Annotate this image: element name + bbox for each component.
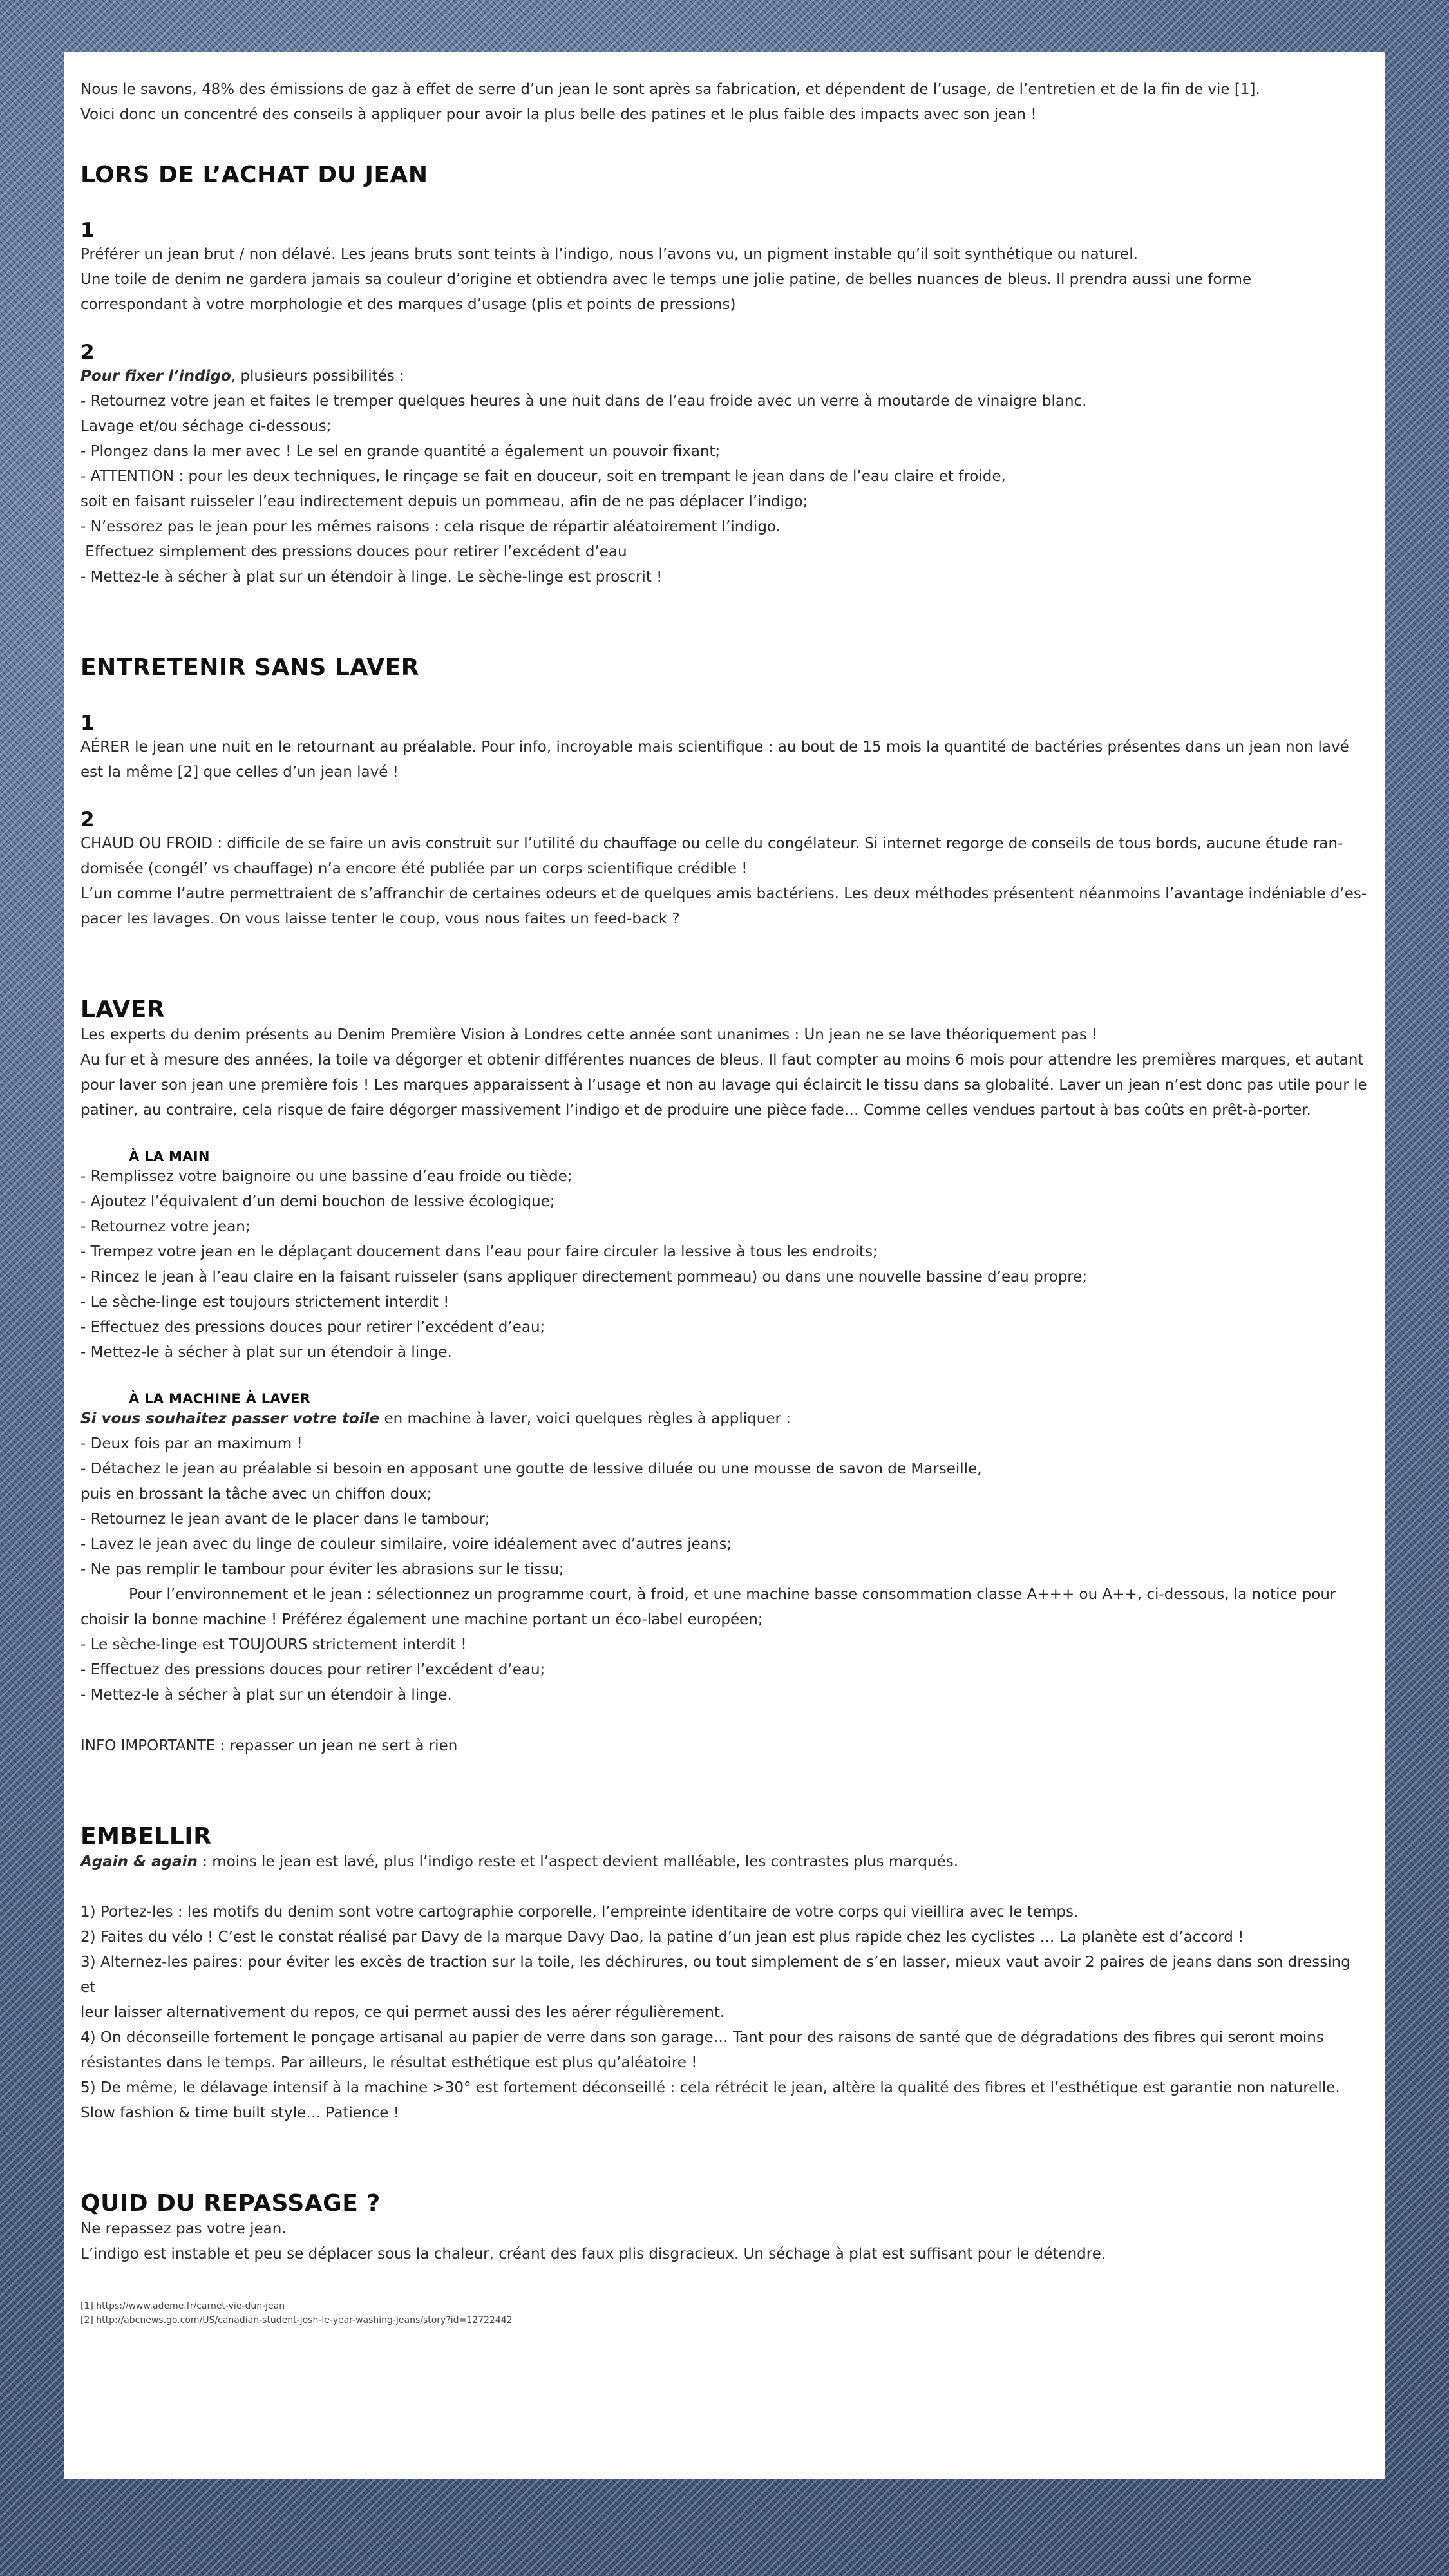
text: , plusieurs possibilités : bbox=[231, 368, 404, 384]
list-item: - Effectuez des pressions douces pour retirer l’excédent d’eau; bbox=[80, 1319, 545, 1336]
text-line: AÉRER le jean une nuit en le retournant au préalable. Pour info, incroyable mais scientifique : au bout de 15 mois la quantité de bactéries présentes dans un jean non lavé bbox=[80, 739, 1349, 755]
list-item: - Le sèche-linge est TOUJOURS strictement interdit ! bbox=[80, 1636, 467, 1653]
text-line bbox=[80, 1850, 1368, 1875]
text-line: pacer les lavages. On vous laisse tenter le coup, vous nous faites un feed-back ? bbox=[80, 911, 680, 927]
text-line: Une toile de denim ne gardera jamais sa couleur d’origine et obtiendra avec le temps une jolie patine, de belles nuances de bleus. Il prendra aussi une forme bbox=[80, 271, 1252, 288]
info-note: INFO IMPORTANTE : repasser un jean ne sert à rien bbox=[80, 1738, 458, 1754]
repassage-paragraph bbox=[80, 2217, 1368, 2267]
entretenir-paragraph-2 bbox=[80, 831, 1368, 932]
list-item: - Rincez le jean à l’eau claire en la faisant ruisseler (sans appliquer directement pommeau) ou dans une nouvelle bassine d’eau propre; bbox=[80, 1269, 1088, 1285]
list-item: - Retournez votre jean; bbox=[80, 1218, 251, 1235]
emphasis: Pour fixer l’indigo bbox=[80, 368, 231, 384]
text: : moins le jean est lavé, plus l’indigo reste et l’aspect devient malléable, les contrastes plus marqués. bbox=[197, 1853, 959, 1870]
text-line: domisée (congél’ vs chauffage) n’a encore été publiée par un corps scientifique crédible ! bbox=[80, 860, 748, 877]
list-item: 2) Faites du vélo ! C’est le constat réalisé par Davy de la marque Davy Dao, la patine d’un jean est plus rapide chez les cyclistes … La planète est d’accord ! bbox=[80, 1929, 1244, 1946]
text-line: L’indigo est instable et peu se déplacer sous la chaleur, créant des faux plis disgracieux. Un séchage à plat est suffisant pour le détendre. bbox=[80, 2246, 1106, 2262]
document-page bbox=[64, 52, 1385, 2479]
entretenir-paragraph-1 bbox=[80, 735, 1368, 785]
list-item: résistantes dans le temps. Par ailleurs, le résultat esthétique est plus qu’aléatoire ! bbox=[80, 2054, 697, 2071]
laver-main-list bbox=[80, 1164, 1368, 1365]
item-number: 2 bbox=[80, 341, 95, 364]
list-item: - Mettez-le à sécher à plat sur un étendoir à linge. bbox=[80, 1687, 452, 1703]
embellir-list bbox=[80, 1900, 1368, 2126]
list-item: - Lavez le jean avec du linge de couleur similaire, voire idéalement avec d’autres jeans; bbox=[80, 1536, 732, 1553]
text-line: pour laver son jean une première fois ! Les marques apparaissent à l’usage et non au lavage qui éclaircit le tissu dans sa globalité. Laver un jean n’est donc pas utile pour le bbox=[80, 1077, 1367, 1094]
list-item: choisir la bonne machine ! Préférez également une machine portant un éco-label européen; bbox=[80, 1611, 763, 1628]
emphasis: Si vous souhaitez passer votre toile bbox=[80, 1410, 380, 1427]
list-item: 1) Portez-les : les motifs du denim sont votre cartographie corporelle, l’empreinte identitaire de votre corps qui vieillira avec le temps. bbox=[80, 1904, 1079, 1920]
text-line: correspondant à votre morphologie et des marques d’usage (plis et points de pressions) bbox=[80, 296, 736, 313]
list-item: - Deux fois par an maximum ! bbox=[80, 1435, 303, 1452]
achat-paragraph-2 bbox=[80, 364, 1368, 590]
list-item: - Retournez le jean avant de le placer dans le tambour; bbox=[80, 1511, 490, 1528]
text-line: Préférer un jean brut / non délavé. Les jeans bruts sont teints à l’indigo, nous l’avons vu, un pigment instable qu’il soit synthétique ou naturel. bbox=[80, 246, 1138, 263]
subsection-title-main: À LA MAIN bbox=[129, 1149, 210, 1164]
text-line bbox=[80, 364, 1368, 389]
subsection-title-machine: À LA MACHINE À LAVER bbox=[129, 1391, 311, 1406]
list-item: - Ajoutez l’équivalent d’un demi bouchon de lessive écologique; bbox=[80, 1193, 555, 1210]
emphasis: Again & again bbox=[80, 1853, 198, 1870]
list-item: 3) Alternez-les paires: pour éviter les excès de traction sur la toile, les déchirures, ou tout simplement de s’en lasser, mieux vaut avoir 2 paires de jeans dans son dressing et bbox=[80, 1954, 1350, 1996]
section-title-laver: LAVER bbox=[80, 996, 166, 1023]
intro-line: Voici donc un concentré des conseils à appliquer pour avoir la plus belle des patines et le plus faible des impacts avec son jean ! bbox=[80, 106, 1037, 123]
reference-link[interactable]: [2] http://abcnews.go.com/US/canadian-student-josh-le-year-washing-jeans/story?id=12722442 bbox=[80, 2315, 513, 2325]
section-title-embellir: EMBELLIR bbox=[80, 1823, 212, 1850]
text-line: - ATTENTION : pour les deux techniques, le rinçage se fait en douceur, soit en trempant le jean dans de l’eau claire et froide, bbox=[80, 468, 1006, 485]
list-item: 5) De même, le délavage intensif à la machine >30° est fortement déconseillé : cela rétrécit le jean, altère la qualité des fibres et l’esthétique est garantie non naturelle. bbox=[80, 2079, 1340, 2096]
section-title-repassage: QUID DU REPASSAGE ? bbox=[80, 2190, 381, 2217]
list-item: - Trempez votre jean en le déplaçant doucement dans l’eau pour faire circuler la lessive à tous les endroits; bbox=[80, 1244, 878, 1260]
text-line: patiner, au contraire, cela risque de faire dégorger massivement l’indigo et de produire une pièce fade… Comme celles vendues partout à bas coûts en prêt-à-porter. bbox=[80, 1102, 1311, 1119]
text-line: Lavage et/ou séchage ci-dessous; bbox=[80, 418, 332, 435]
laver-intro bbox=[80, 1023, 1368, 1123]
text-line: Ne repassez pas votre jean. bbox=[80, 2221, 287, 2237]
text-line: - Mettez-le à sécher à plat sur un étendoir à linge. Le sèche-linge est proscrit ! bbox=[80, 569, 663, 585]
text-line: - N’essorez pas le jean pour les mêmes raisons : cela risque de répartir aléatoirement l’indigo. bbox=[80, 518, 781, 535]
text-line: - Plongez dans la mer avec ! Le sel en grande quantité a également un pouvoir fixant; bbox=[80, 443, 721, 460]
intro-line: Nous le savons, 48% des émissions de gaz à effet de serre d’un jean le sont après sa fabrication, et dépendent de l’usage, de l’entretien et de la fin de vie [1]. bbox=[80, 81, 1260, 98]
text: en machine à laver, voici quelques règles à appliquer : bbox=[379, 1410, 791, 1427]
text-line: est la même [2] que celles d’un jean lavé ! bbox=[80, 764, 399, 781]
text-line: Effectuez simplement des pressions douces pour retirer l’excédent d’eau bbox=[80, 544, 627, 560]
references bbox=[80, 2299, 1368, 2327]
item-number: 1 bbox=[80, 219, 95, 242]
list-item: - Effectuez des pressions douces pour retirer l’excédent d’eau; bbox=[80, 1662, 545, 1678]
intro-paragraph bbox=[80, 77, 1368, 128]
laver-machine-list bbox=[80, 1406, 1368, 1708]
text-line: Les experts du denim présents au Denim Première Vision à Londres cette année sont unanimes : Un jean ne se lave théoriquement pas ! bbox=[80, 1027, 1098, 1043]
section-title-achat: LORS DE L’ACHAT DU JEAN bbox=[80, 162, 428, 188]
text-line: - Retournez votre jean et faites le tremper quelques heures à une nuit dans de l’eau froide avec un verre à moutarde de vinaigre blanc. bbox=[80, 393, 1087, 410]
text-line bbox=[80, 1406, 1368, 1432]
list-item: 4) On déconseille fortement le ponçage artisanal au papier de verre dans son garage… Tant pour des raisons de santé que de dégradations des fibres qui seront moins bbox=[80, 2029, 1324, 2046]
list-item: - Détachez le jean au préalable si besoin en apposant une goutte de lessive diluée ou une mousse de savon de Marseille, bbox=[80, 1461, 982, 1477]
list-item: - Remplissez votre baignoire ou une bassine d’eau froide ou tiède; bbox=[80, 1168, 573, 1185]
list-item: Pour l’environnement et le jean : sélectionnez un programme court, à froid, et une machine basse consommation classe A+++ ou A++, ci-dessous, la notice pour bbox=[129, 1586, 1336, 1603]
item-number: 1 bbox=[80, 712, 95, 735]
section-title-entretenir: ENTRETENIR SANS LAVER bbox=[80, 654, 419, 681]
list-item: puis en brossant la tâche avec un chiffon doux; bbox=[80, 1486, 432, 1502]
list-item: Slow fashion & time built style… Patience ! bbox=[80, 2105, 399, 2121]
list-item: - Ne pas remplir le tambour pour éviter les abrasions sur le tissu; bbox=[80, 1561, 564, 1578]
text-line: CHAUD OU FROID : difficile de se faire un avis construit sur l’utilité du chauffage ou celle du congélateur. Si internet regorge de conseils de tous bords, aucune étude ran- bbox=[80, 835, 1343, 852]
text-line: L’un comme l’autre permettraient de s’affranchir de certaines odeurs et de quelques amis bactériens. Les deux méthodes présentent néanmoins l’avantage indéniable d’es- bbox=[80, 886, 1367, 902]
list-item: leur laisser alternativement du repos, ce qui permet aussi des les aérer régulièrement. bbox=[80, 2004, 725, 2021]
achat-paragraph-1 bbox=[80, 242, 1368, 317]
reference-link[interactable]: [1] https://www.ademe.fr/carnet-vie-dun-jean bbox=[80, 2301, 285, 2311]
text-line: soit en faisant ruisseler l’eau indirectement depuis un pommeau, afin de ne pas déplacer l’indigo; bbox=[80, 493, 808, 510]
list-item: - Mettez-le à sécher à plat sur un étendoir à linge. bbox=[80, 1344, 452, 1361]
item-number: 2 bbox=[80, 808, 95, 831]
text-line: Au fur et à mesure des années, la toile va dégorger et obtenir différentes nuances de bleus. Il faut compter au moins 6 mois pour attendre les premières marques, et autant bbox=[80, 1052, 1364, 1068]
list-item: - Le sèche-linge est toujours strictement interdit ! bbox=[80, 1294, 450, 1311]
